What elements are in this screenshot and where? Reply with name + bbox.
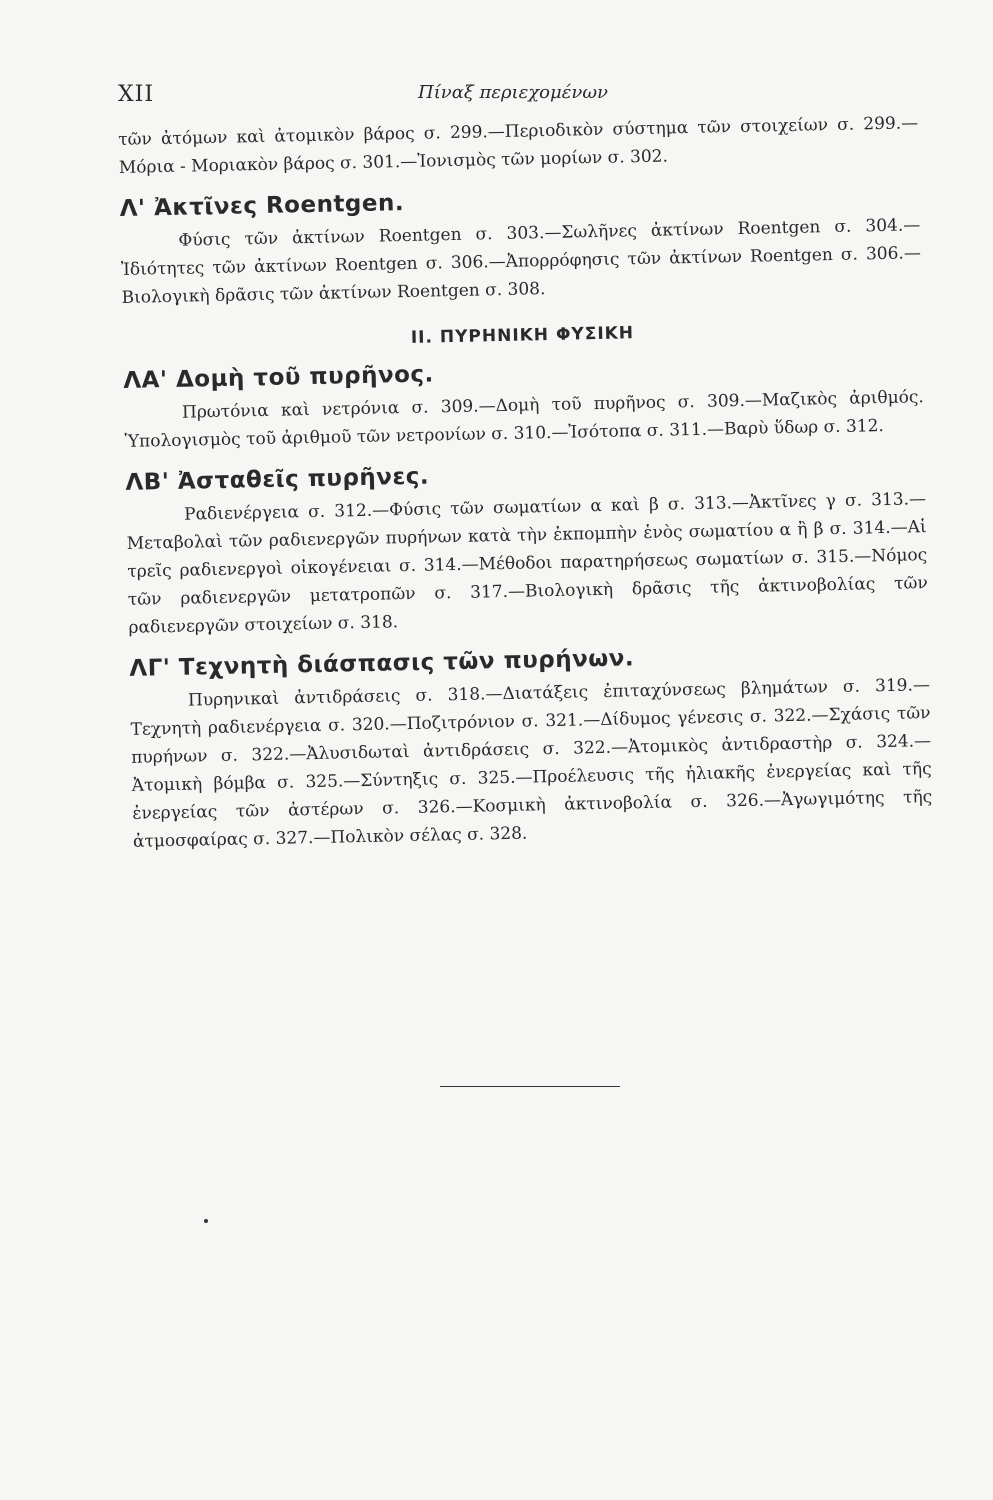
table-of-contents: [118, 109, 933, 856]
section-heading: Λ' Ἀκτῖνες Roentgen.: [119, 190, 405, 222]
section-heading: ΛΒ' Ἀσταθεῖς πυρῆνες.: [125, 463, 430, 496]
section-entries: Πρωτόνια καὶ νετρόνια σ. 309.—Δομὴ τοῦ πυρῆνος σ. 309.—Μαζικὸς ἀριθμός. Ὑπολογισμὸς τοῦ ἀριθμοῦ τῶν νετρονίων σ. 310.—Ἰσότοπα σ. 311.—Βαρὺ ὕδωρ σ. 312.: [124, 387, 925, 452]
running-title: Πίναξ περιεχομένων: [418, 82, 608, 103]
part-heading: II. ΠΥΡΗΝΙΚΗ ΦΥΣΙΚΗ: [410, 323, 635, 348]
section-31: [123, 351, 925, 456]
ink-speck: [204, 1219, 208, 1223]
section-entries: Φύσις τῶν ἀκτίνων Roentgen σ. 303.—Σωλῆνες ἀκτίνων Roentgen σ. 304.—Ἰδιότητες τῶν ἀκτίνων Roentgen σ. 306.—Ἀπορρόφησις τῶν ἀκτίνων Roentgen σ. 306.—Βιολογικὴ δρᾶσις τῶν ἀκτίνων Roentgen σ. 308.: [120, 215, 922, 308]
end-rule: [440, 1086, 620, 1087]
section-entries: Ραδιενέργεια σ. 312.—Φύσις τῶν σωματίων α καὶ β σ. 313.—Ἀκτῖνες γ σ. 313.—Μεταβολαὶ τῶν ραδιενεργῶν πυρήνων κατὰ τὴν ἐκπομπὴν ἑνὸς σωματίου α ἢ β σ. 314.—Αἱ τρεῖς ραδιενεργοὶ οἰκογένειαι σ. 314.—Μέθοδοι παρατηρήσεως σωματίων σ. 315.—Νόμος τῶν ραδιενεργῶν μετατροπῶν σ. 317.—Βιολογικὴ δρᾶσις τῆς ἀκτινοβολίας τῶν ραδιενεργῶν στοιχείων σ. 318.: [126, 489, 928, 638]
continuation-text: τῶν ἀτόμων καὶ ἀτομικὸν βάρος σ. 299.—Περιοδικὸν σύστημα τῶν στοιχείων σ. 299.—Μόρια - Μοριακὸν βάρος σ. 301.—Ἰονισμὸς τῶν μορίων σ. 302.: [118, 113, 919, 178]
section-heading: ΛΑ' Δομὴ τοῦ πυρῆνος.: [123, 361, 435, 394]
section-33: [129, 639, 933, 856]
section-heading: ΛΓ' Τεχνητὴ διάσπασις τῶν πυρήνων.: [129, 645, 635, 682]
page-number: XII: [118, 82, 155, 107]
section-30: [119, 179, 921, 312]
section-32: [125, 453, 928, 642]
section-entries: Πυρηνικαὶ ἀντιδράσεις σ. 318.—Διατάξεις ἐπιταχύνσεως βλημάτων σ. 319.—Τεχνητὴ ραδιενέργεια σ. 320.—Ποζιτρόνιον σ. 321.—Δίδυμος γένεσις σ. 322.—Σχάσις τῶν πυρήνων σ. 322.—Ἀλυσιδωταὶ ἀντιδράσεις σ. 322.—Ἀτομικὸς ἀντιδραστὴρ σ. 324.—Ἀτομικὴ βόμβα σ. 325.—Σύντηξις σ. 325.—Προέλευσις τῆς ἡλιακῆς ἐνεργείας καὶ τῆς ἐνεργείας τῶν ἀστέρων σ. 326.—Κοσμικὴ ἀκτινοβολία σ. 326.—Ἀγωγιμότης τῆς ἀτμοσφαίρας σ. 327.—Πολικὸν σέλας σ. 328.: [130, 675, 933, 852]
